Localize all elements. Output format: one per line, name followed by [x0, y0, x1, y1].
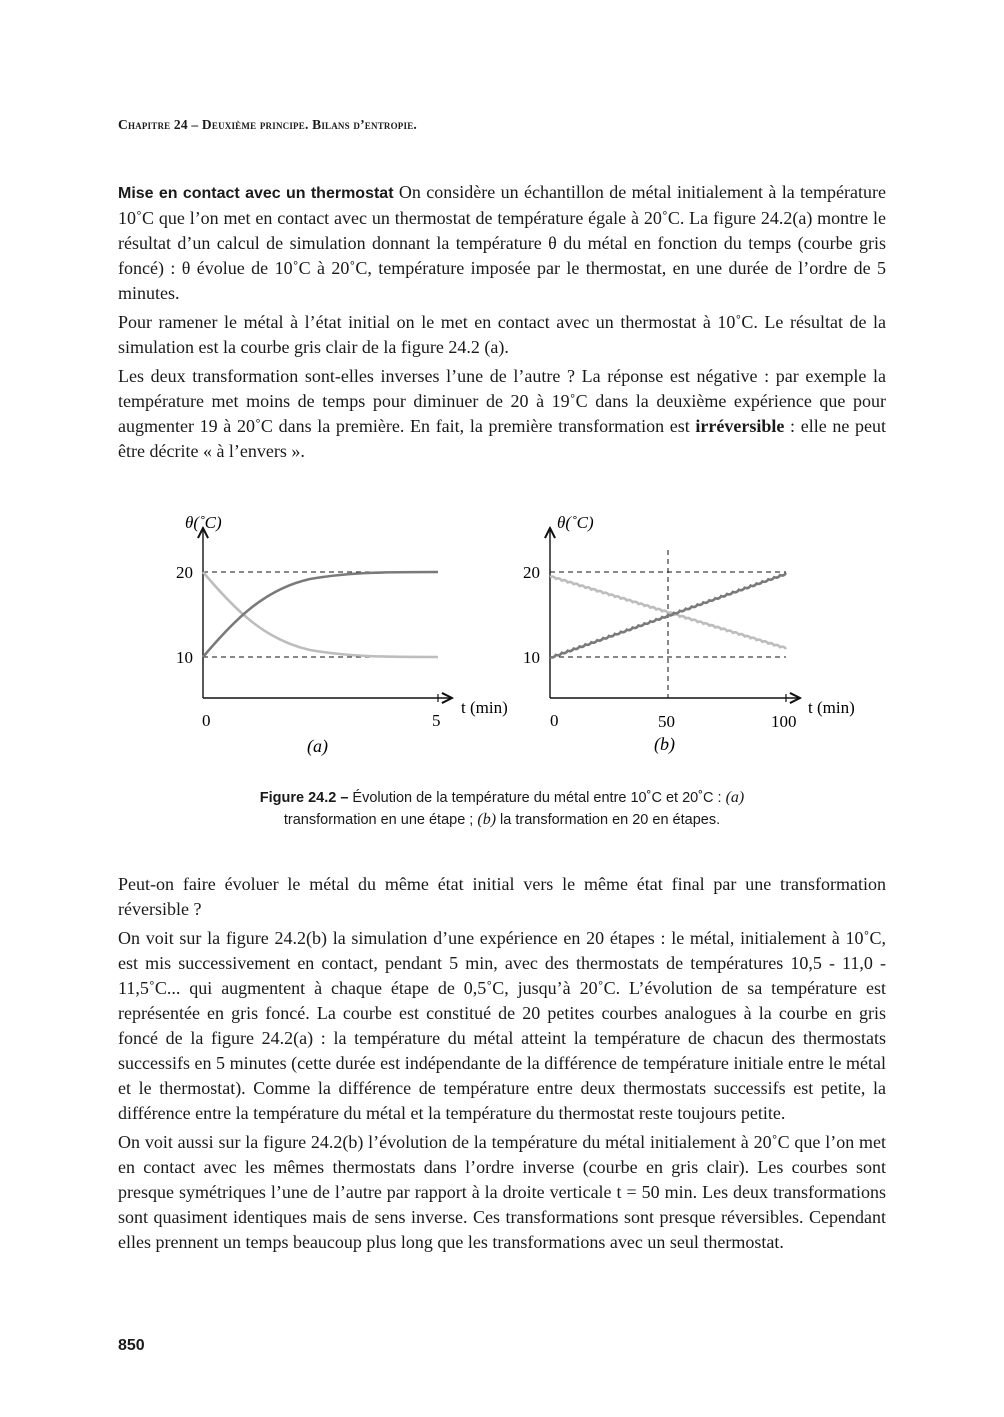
paragraph: On voit aussi sur la figure 24.2(b) l’évolution de la température du métal initialement à 20˚C que l’on met en contact avec les mêmes thermostats dans l’ordre inverse (courbe en gris clair). Les courbes sont presque symétriques l’une de l’autre par rapport à la droite verticale t = 50 min. Les deux transformations sont quasiment identiques mais de sens inverse. Ces transformations sont presque réversibles. Cependant elles prennent un temps beaucoup plus long que les transformations avec un seul thermostat.	[118, 1132, 886, 1252]
chart-a	[176, 513, 508, 757]
paragraph: Pour ramener le métal à l’état initial on le met en contact avec un thermostat à 10˚C. Le résultat de la simulation est la courbe gris clair de la figure 24.2 (a).	[118, 312, 886, 357]
x-tick-50: 50	[658, 712, 675, 731]
section-reversible	[118, 872, 886, 1259]
section-intro	[118, 180, 886, 468]
chapter-header: Chapitre 24 – Deuxième principe. Bilans d’entropie.	[118, 117, 417, 132]
figure-charts	[0, 500, 1004, 770]
paragraph	[118, 180, 886, 306]
caption-ref-b: (b)	[477, 811, 497, 828]
caption-text: transformation en une étape ;	[283, 812, 478, 828]
x-tick-0: 0	[550, 711, 559, 730]
y-axis-label: θ(˚C)	[185, 513, 222, 532]
paragraph	[118, 364, 886, 464]
y-tick-20: 20	[176, 563, 193, 582]
x-axis-label: t (min)	[808, 698, 855, 717]
paragraph-text: On considère un échantillon de métal initialement à la température 10˚C que l’on met en contact avec un thermostat de température égale à 20˚C. La figure 24.2(a) montre le résultat d’un calcul de simulation donnant la température θ du métal en fonction du temps (courbe gris foncé) : θ évolue de 10˚C à 20˚C, température imposée par le thermostat, en une durée de l’ordre de 5 minutes.	[118, 182, 887, 303]
y-tick-10: 10	[523, 648, 540, 667]
paragraph-text: Les deux transformation sont-elles inverses l’une de l’autre ? La réponse est négative : par exemple la température met moins de temps pour diminuer de 20 à 19˚C dans la deuxième expérience que pour augmenter 19 à 20˚C dans la première. En fait, la première transformation est	[118, 366, 886, 436]
panel-label-b: (b)	[654, 734, 675, 754]
emphasis-irreversible: irréversible	[695, 416, 785, 436]
y-axis-label: θ(˚C)	[557, 513, 594, 532]
section-lead-title: Mise en contact avec un thermostat	[118, 185, 394, 202]
cooling-curve-light	[203, 572, 438, 657]
x-tick-100: 100	[771, 712, 797, 731]
page-number: 850	[118, 1337, 145, 1354]
caption-label: Figure 24.2 –	[259, 790, 349, 806]
figure-24-2	[0, 500, 1004, 770]
paragraph: Peut-on faire évoluer le métal du même état initial vers le même état final par une transformation réversible ?	[118, 874, 886, 919]
caption-ref-a: (a)	[725, 789, 745, 806]
heating-curve-dark	[203, 572, 438, 657]
caption-text: la transformation en 20 en étapes.	[496, 812, 721, 828]
paragraph: On voit sur la figure 24.2(b) la simulation d’une expérience en 20 étapes : le métal, initialement à 10˚C, est mis successivement en contact, pendant 5 min, avec des thermostats de températures 10,5 - 11,0 - 11,5˚C... qui augmentent à chaque étape de 0,5˚C, jusqu’à 20˚C. L’évolution de sa température est représentée en gris foncé. La courbe est constitué de 20 petites courbes analogues à la courbe en gris foncé de la figure 24.2(a) : la température du métal atteint la température de chacun des thermostats successifs en 5 minutes (cette durée est indépendante de la différence de température initiale entre le métal et le thermostat). Comme la différence de température entre deux thermostats successifs est petite, la différence entre la température du métal et la température du thermostat reste toujours petite.	[118, 928, 886, 1123]
y-tick-20: 20	[523, 563, 540, 582]
figure-caption	[160, 787, 844, 831]
x-tick-0: 0	[202, 711, 211, 730]
y-tick-10: 10	[176, 648, 193, 667]
paragraph-text: : elle ne peut être décrite « à l’envers ».	[118, 416, 886, 461]
x-axis-label: t (min)	[461, 698, 508, 717]
panel-label-a: (a)	[307, 736, 328, 756]
chart-b	[523, 513, 855, 755]
caption-text: Évolution de la température du métal entre 10˚C et 20˚C :	[348, 790, 726, 806]
x-tick-5: 5	[432, 711, 441, 730]
